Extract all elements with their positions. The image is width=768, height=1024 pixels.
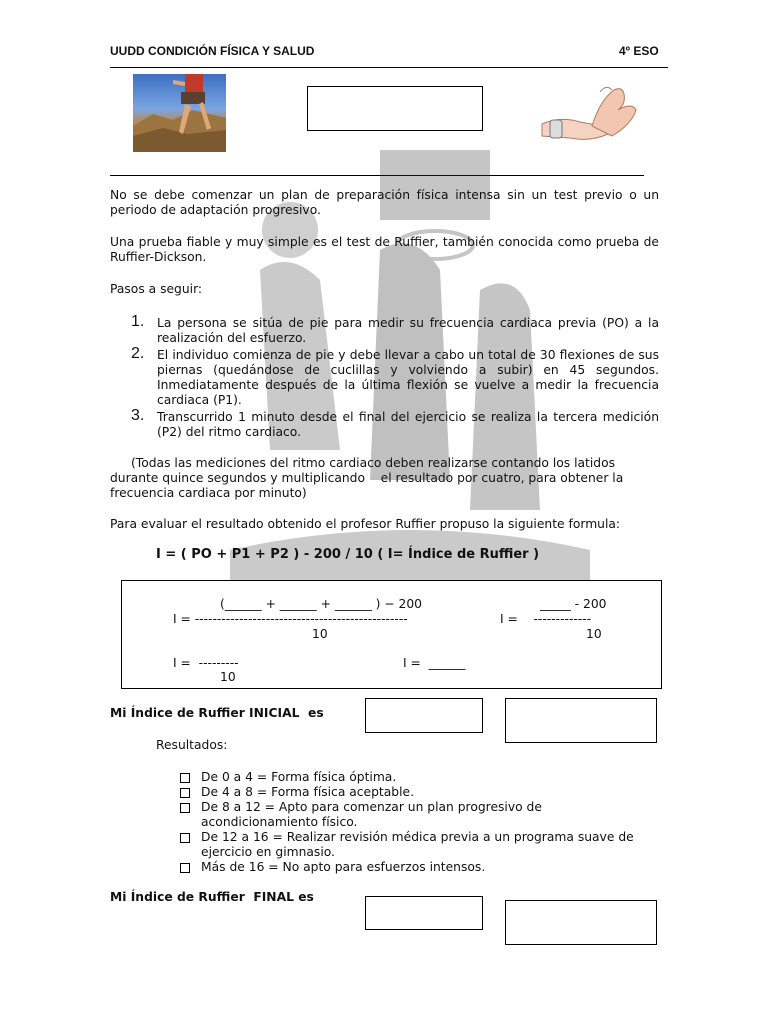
result-item [180,800,561,830]
note-line-2: durante quince segundos y multiplicando el resultado por cuatro, para obtener la [110,471,624,485]
step-text: El individuo comienza de pie y debe llevar a cabo un total de 30 flexiones de sus piernas (quedándose de cuclillas y volviendo a subir) en 45 segundos. Inmediatamente después de la última flexión se vuelve a medir la frecuencia cardiaca (P1). [157,348,659,407]
results-list [180,770,650,875]
result-item [180,785,650,800]
calc-left-numerator: (______ + ______ + ______ ) − 200 [220,597,423,611]
final-index-box[interactable] [365,896,483,930]
calculation-box [121,580,662,689]
step-number: 2. [131,345,145,362]
result-item [180,830,661,860]
steps-list [131,313,659,442]
result-text: De 4 a 8 = Forma física aceptable. [201,785,414,799]
note-line-3: frecuencia cardiaca por minuto) [110,486,307,500]
result-text: De 0 a 4 = Forma física óptima. [201,770,397,784]
calc-right-line: I = ------------- [500,612,592,626]
initial-index-label: Mi Índice de Ruffier INICIAL es [110,706,324,720]
checkbox-icon [180,863,190,873]
header-left: UUDD CONDICIÓN FÍSICA Y SALUD [110,44,315,58]
calc-right-numerator: _____ - 200 [540,597,607,611]
result-text: De 12 a 16 = Realizar revisión médica previa a un programa suave de ejercicio en gimnasio. [201,830,634,859]
results-title: Resultados: [156,738,228,752]
steps-title: Pasos a seguir: [110,282,203,296]
result-text: De 8 a 12 = Apto para comenzar un plan progresivo de acondicionamiento físico. [201,800,542,829]
final-index-label: Mi Índice de Ruffier FINAL es [110,890,314,904]
initial-result-box[interactable] [505,698,657,743]
checkbox-icon [180,803,190,813]
step-item [131,345,659,408]
pulse-check-illustration [540,80,640,152]
step-text: La persona se sitúa de pie para medir su frecuencia cardiaca previa (PO) a la realización del esfuerzo. [157,316,659,345]
step-number: 1. [131,313,145,330]
header-right: 4º ESO [619,44,659,58]
calc-bottom-left-denominator: 10 [220,670,236,684]
checkbox-icon [180,833,190,843]
runner-photo [133,74,226,152]
final-result-box[interactable] [505,900,657,945]
calc-left-line: I = ------------------------------------------------ [173,612,408,626]
header-divider [110,67,668,68]
formula-text: I = ( PO + P1 + P2 ) - 200 / 10 ( I= Índice de Ruffier ) [156,547,540,562]
formula-intro: Para evaluar el resultado obtenido el profesor Ruffier propuso la siguiente formula: [110,517,621,531]
result-text: Más de 16 = No apto para esfuerzos intensos. [201,860,486,874]
calc-left-denominator: 10 [312,627,328,641]
step-item [131,313,659,346]
runner-figure [133,74,226,152]
calc-bottom-right: I = ______ [403,656,466,670]
initial-index-box[interactable] [365,698,483,733]
result-item [180,770,650,785]
calc-bottom-left-line: I = --------- [173,656,239,670]
step-number: 3. [131,407,145,424]
note-line-1: (Todas las mediciones del ritmo cardiaco deben realizarse contando los latidos [131,456,616,470]
checkbox-icon [180,788,190,798]
intro-paragraph-1: No se debe comenzar un plan de preparación física intensa sin un test previo o un periodo de adaptación progresivo. [110,188,659,217]
title-box [307,86,483,131]
step-text: Transcurrido 1 minuto desde el final del ejercicio se realiza la tercera medición (P2) del ritmo cardiaco. [157,410,659,439]
result-item [180,860,650,875]
intro-paragraph-2: Una prueba fiable y muy simple es el test de Ruffier, también conocida como prueba de Ruffier-Dickson. [110,235,659,264]
calc-right-denominator: 10 [586,627,602,641]
step-item [131,407,659,440]
checkbox-icon [180,773,190,783]
